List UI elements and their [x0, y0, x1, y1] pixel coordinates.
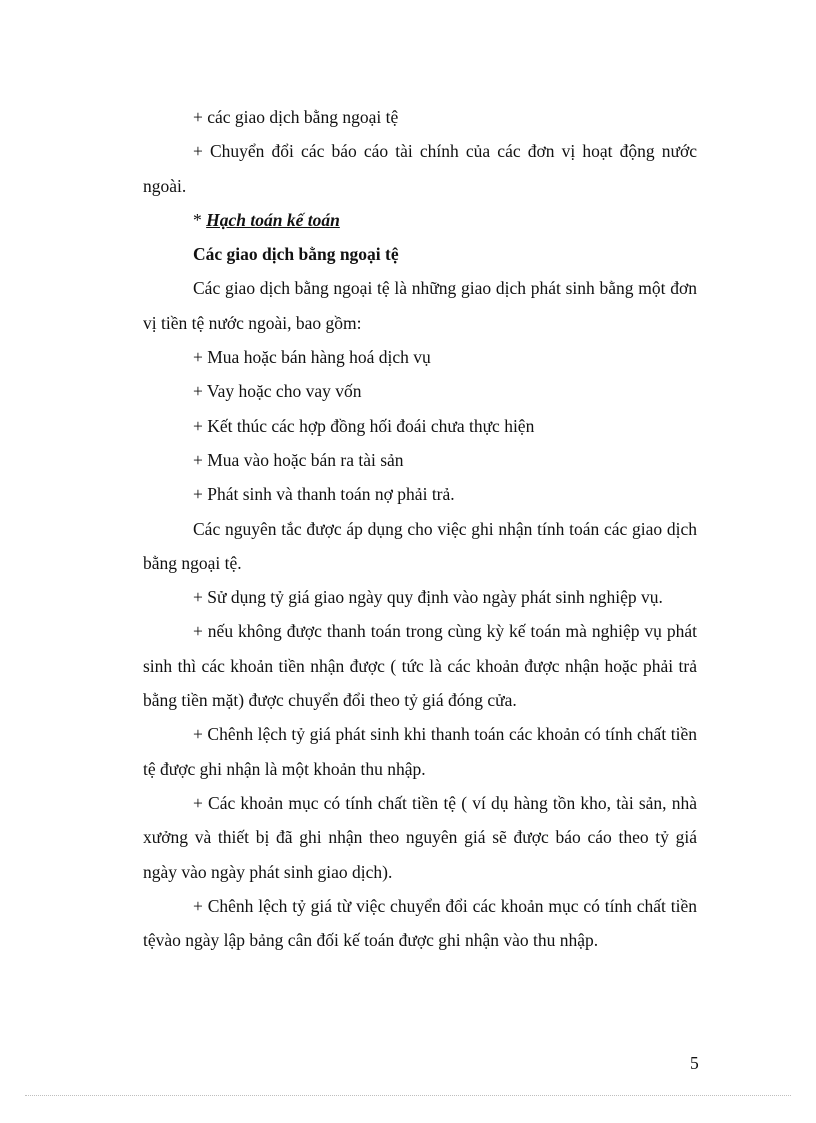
subheading-foreign-currency: Các giao dịch bằng ngoại tệ	[193, 244, 399, 265]
paragraph-principles: Các nguyên tắc được áp dụng cho việc ghi nhận tính toán các giao dịch bằng ngoại tệ.	[143, 518, 697, 573]
list-item-exchange-contracts: + Kết thúc các hợp đồng hối đoái chưa thực hiện	[193, 415, 535, 436]
page-body	[143, 100, 697, 957]
list-item-closing-rate: + nếu không được thanh toán trong cùng kỳ kế toán mà nghiệp vụ phát sinh thì các khoản tiền nhận được ( tức là các khoản được nhận hoặc phải trả bằng tiền mặt) được chuyển đổi theo tỷ giá đóng cửa.	[143, 621, 697, 711]
list-item-assets: + Mua vào hoặc bán ra tài sản	[193, 449, 404, 470]
list-item-monetary-items: + Các khoản mục có tính chất tiền tệ ( ví dụ hàng tồn kho, tài sản, nhà xưởng và thiết bị đã ghi nhận theo nguyên giá sẽ được báo cáo theo tỷ giá ngày vào ngày phát sinh giao dịch).	[143, 792, 697, 882]
paragraph-definition: Các giao dịch bằng ngoại tệ là những giao dịch phát sinh bằng một đơn vị tiền tệ nước ngoài, bao gồm:	[143, 278, 697, 333]
list-item-buy-sell-goods: + Mua hoặc bán hàng hoá dịch vụ	[193, 347, 431, 368]
list-item-liabilities: + Phát sinh và thanh toán nợ phải trả.	[193, 484, 455, 505]
section-heading-accounting	[143, 203, 697, 237]
paragraph-foreign-currency-transactions: + các giao dịch bằng ngoại tệ	[193, 107, 399, 127]
list-item-spot-rate: + Sử dụng tỷ giá giao ngày quy định vào ngày phát sinh nghiệp vụ.	[193, 587, 663, 608]
footer-divider	[25, 1095, 791, 1096]
paragraph-financial-statement-translation: + Chuyển đổi các báo cáo tài chính của các đơn vị hoạt động nước ngoài.	[143, 141, 697, 196]
list-item-exchange-difference-income: + Chênh lệch tỷ giá phát sinh khi thanh toán các khoản có tính chất tiền tệ được ghi nhận là một khoản thu nhập.	[143, 724, 697, 779]
section-heading-text: Hạch toán kế toán	[206, 209, 340, 230]
list-item-balance-sheet-date: + Chênh lệch tỷ giá từ việc chuyển đổi các khoản mục có tính chất tiền tệvào ngày lập bảng cân đối kế toán được ghi nhận vào thu nhập.	[143, 895, 697, 951]
page-number: 5	[690, 1053, 699, 1073]
section-heading-prefix: *	[193, 209, 207, 230]
list-item-borrow-lend: + Vay hoặc cho vay vốn	[193, 381, 362, 402]
